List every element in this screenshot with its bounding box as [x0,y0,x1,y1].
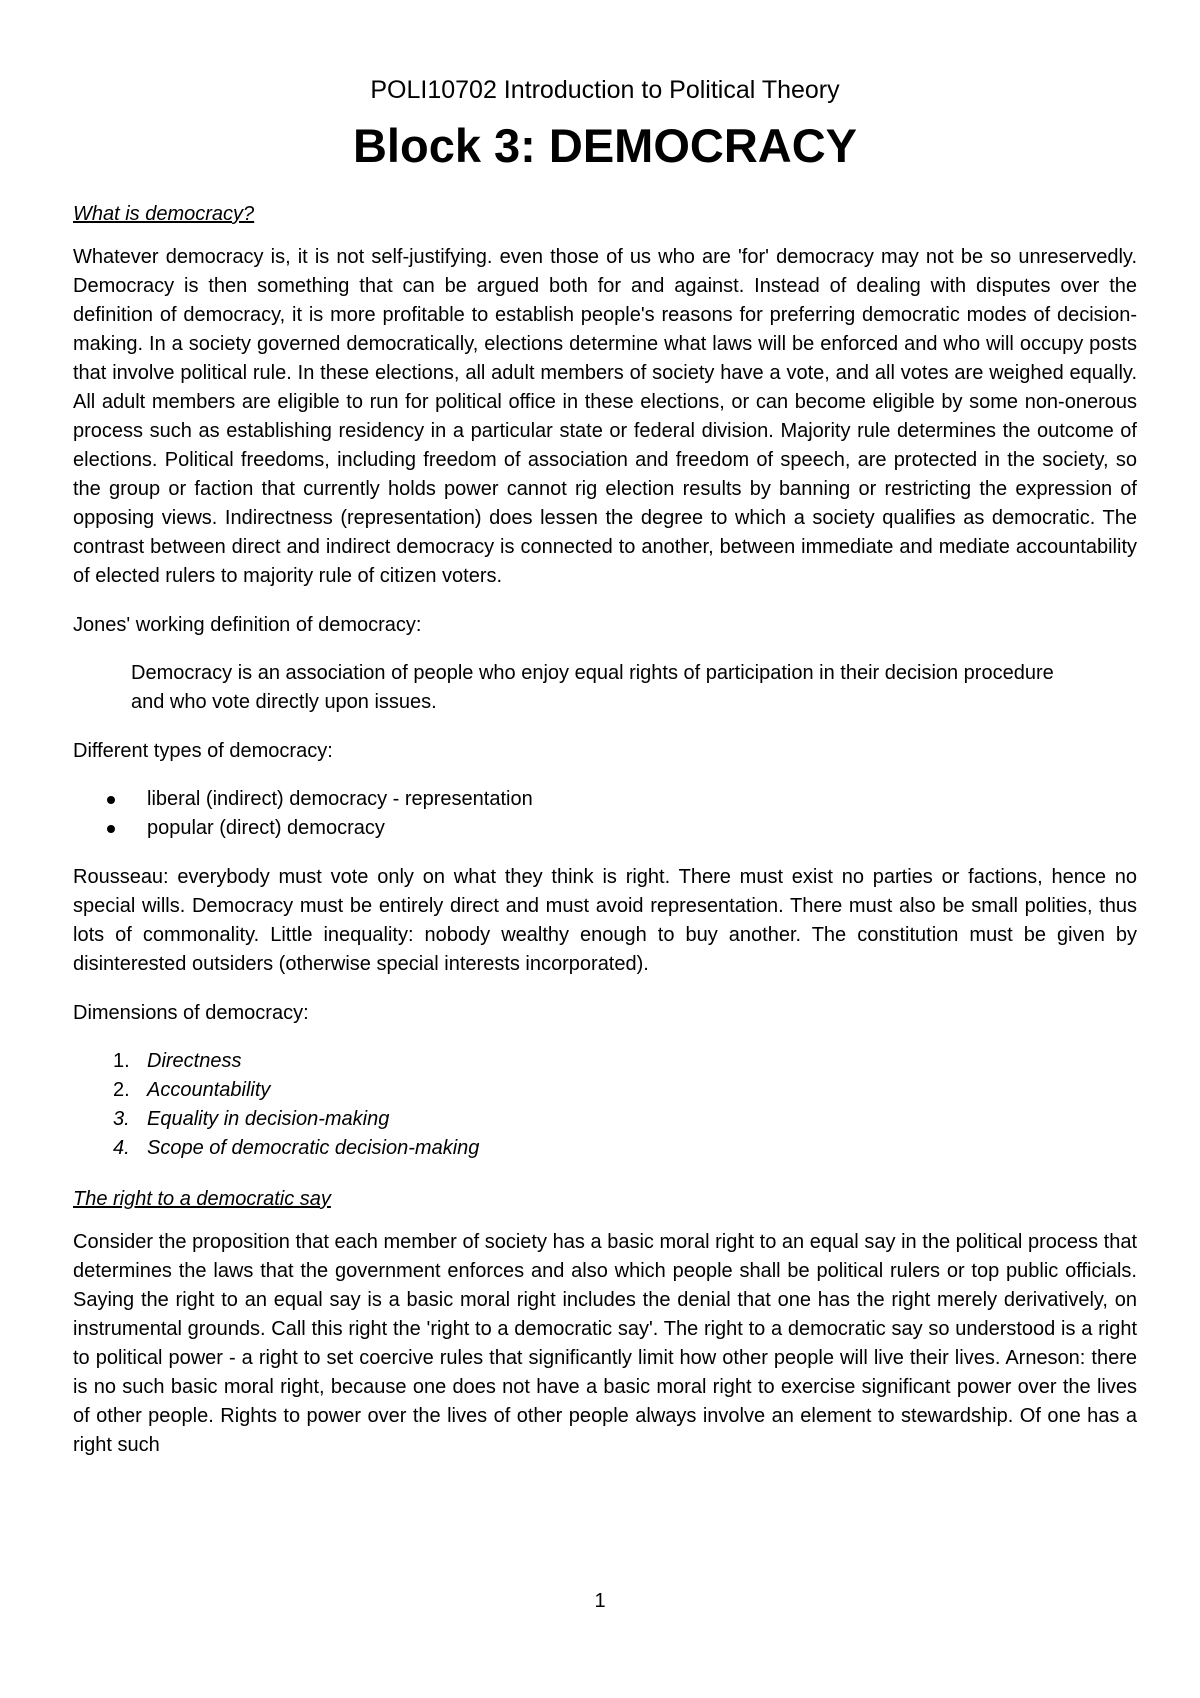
section-heading-right-to-democratic-say: The right to a democratic say [73,1188,331,1210]
types-intro: Different types of democracy: [73,740,333,762]
paragraph-right-to-democratic-say: Consider the proposition that each member of society has a basic moral right to an equal say in the political process that determines the laws that the government enforces and also which people shall be political rulers or top public officials. Saying the right to an equal say is a basic moral right includes the denial that one has the right merely derivatively, on instrumental grounds. Call this right the 'right to a democratic say'. The right to a democratic say so understood is a right to political power - a right to set coercive rules that significantly limit how other people will live their lives. Arneson: there is no such basic moral right, because one does not have a basic moral right to exercise significant power over the lives of other people. Rights to power over the lives of other people always involve an element to stewardship. Of one has a right such [73,1231,1137,1456]
types-list [73,785,1137,843]
section-heading-what-is-democracy: What is democracy? [73,203,255,225]
jones-intro: Jones' working definition of democracy: [73,614,422,636]
bullet-icon [107,825,115,833]
dimensions-list [73,1047,1137,1163]
list-item-number: 2. [113,1079,130,1101]
list-item-text: Accountability [147,1079,271,1101]
dimensions-intro: Dimensions of democracy: [73,1002,309,1024]
list-item [73,1134,1137,1163]
paragraph-rousseau: Rousseau: everybody must vote only on what they think is right. There must exist no parties or factions, hence no special wills. Democracy must be entirely direct and must avoid representation. There must also be small polities, thus lots of commonality. Little inequality: nobody wealthy enough to buy another. The constitution must be given by disinterested outsiders (otherwise special interests incorporated). [73,866,1137,975]
list-item [73,1047,1137,1076]
list-item [73,1105,1137,1134]
list-item-text: Equality in decision-making [147,1108,390,1130]
list-item [73,785,1137,814]
paragraph-what-is-democracy: Whatever democracy is, it is not self-justifying. even those of us who are 'for' democracy may not be so unreservedly. Democracy is then something that can be argued both for and against. Instead of dealing with disputes over the definition of democracy, it is more profitable to establish people's reasons for preferring democratic modes of decision-making. In a society governed democratically, elections determine what laws will be enforced and who will occupy posts that involve political rule. In these elections, all adult members of society have a vote, and all votes are weighed equally. All adult members are eligible to run for political office in these elections, or can become eligible by some non-onerous process such as establishing residency in a particular state or federal division. Majority rule determines the outcome of elections. Political freedoms, including freedom of association and freedom of speech, are protected in the society, so the group or faction that currently holds power cannot rig election results by banning or restricting the expression of opposing views. Indirectness (representation) does lessen the degree to which a society qualifies as democratic. The contrast between direct and indirect democracy is connected to another, between immediate and mediate accountability of elected rulers to majority rule of citizen voters. [73,246,1137,587]
list-item [73,814,1137,843]
jones-definition-quote: Democracy is an association of people who enjoy equal rights of participation in their decision procedure and who vote directly upon issues. [131,662,1054,713]
course-title: POLI10702 Introduction to Political Theory [370,76,840,104]
list-item-number: 4. [113,1137,130,1159]
list-item-text: Directness [147,1050,242,1072]
page-number: 1 [594,1590,606,1612]
list-item-number: 1. [113,1050,130,1072]
list-item-number: 3. [113,1108,130,1130]
list-item-text: popular (direct) democracy [147,817,385,839]
list-item [73,1076,1137,1105]
list-item-text: liberal (indirect) democracy - representation [147,788,533,810]
bullet-icon [107,796,115,804]
page-content [73,74,1137,1480]
page-title: Block 3: DEMOCRACY [352,119,857,172]
list-item-text: Scope of democratic decision-making [147,1137,480,1159]
